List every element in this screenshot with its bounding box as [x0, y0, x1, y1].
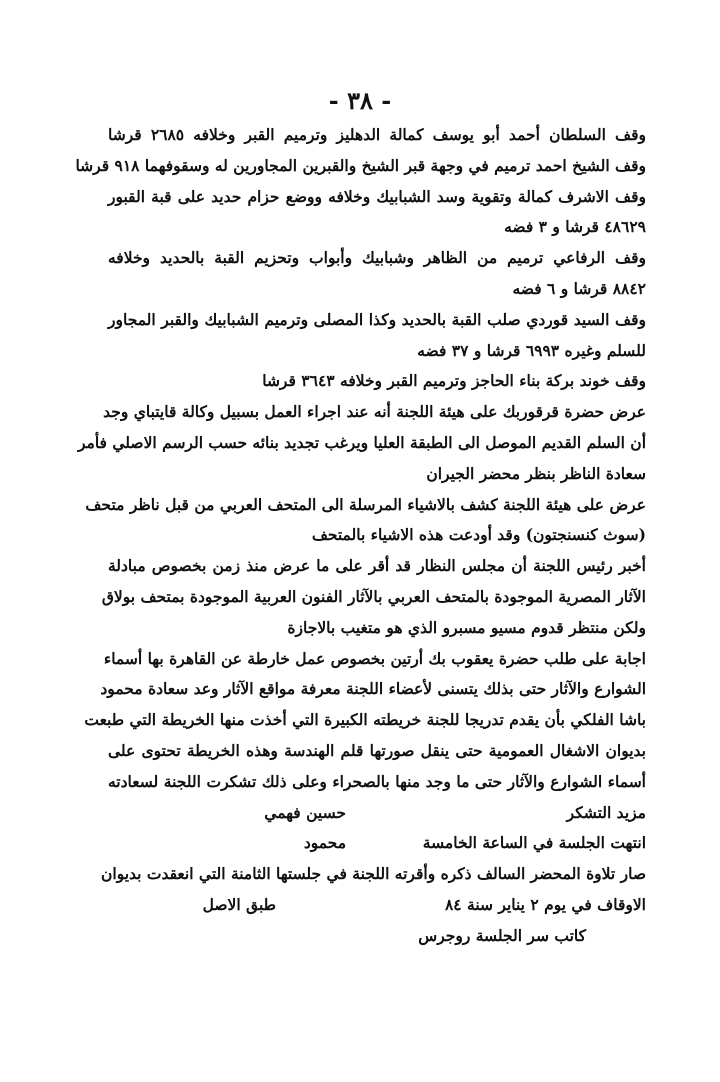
text-line: ٨٨٤٢ قرشا و ٦ فضه [512, 278, 646, 298]
closing-line: الاوقاف في يوم ٢ يناير سنة ٨٤ [444, 894, 646, 914]
text-line: وقف السلطان أحمد أبو يوسف كمالة الدهليز وترميم القبر وخلافه ٢٦٨٥ قرشا [108, 125, 646, 144]
closing-line: صار تلاوة المحضر السالف ذكره وأقرته اللجنة في جلستها الثامنة التي انعقدت بديوان [101, 864, 646, 884]
text-line: ولكن منتظر قدوم مسيو مسبرو الذي هو متغيب بالاجازة [287, 617, 646, 637]
text-line: أخبر رئيس اللجنة أن مجلس النظار قد أقر على ما عرض منذ زمن بخصوص مبادلة [108, 556, 646, 576]
secretary-signature: كاتب سر الجلسة روجرس [418, 925, 586, 945]
session-end-note: انتهت الجلسة في الساعة الخامسة [422, 833, 646, 853]
text-line: (سوث كنسنجتون) وقد أودعت هذه الاشياء بالمتحف [311, 525, 646, 545]
text-line: وقف الاشرف كمالة وتقوية وسد الشبابيك وخلافه ووضع حزام حديد على قبة القبور [108, 186, 646, 206]
text-line: مزيد التشكر [566, 802, 646, 822]
signature-name-1: حسين فهمي [264, 802, 346, 822]
text-line: باشا الفلكي بأن يقدم تدريجا للجنة خريطته الكبيرة التي أخذت منها الخريطة التي طبعت [84, 710, 646, 730]
text-line: وقف الرفاعي ترميم من الظاهر وشبابيك وأبواب وتحزيم القبة بالحديد وخلافه [108, 248, 646, 268]
page-number: - ٣٨ - [328, 86, 392, 115]
text-line: اجابة على طلب حضرة يعقوب بك أرتين بخصوص عمل خارطة عن القاهرة بها أسماء [103, 648, 646, 668]
signature-row [108, 828, 646, 859]
signature-name-2: محمود [303, 833, 346, 853]
text-line: وقف السيد قوردي صلب القبة بالحديد وكذا المصلى وترميم الشبابيك والقبر المجاور [108, 309, 646, 329]
text-line: بديوان الاشغال العمومية حتى ينقل صورتها قلم الهندسة وهذه الخريطة تحتوى على [108, 740, 646, 760]
text-line: أسماء الشوارع والآثار حتى ما وجد منها بالصحراء وعلى ذلك تشكرت اللجنة لسعادته [108, 771, 646, 791]
closing-row [108, 890, 646, 921]
text-line: وقف الشيخ احمد ترميم في وجهة قبر الشيخ والقبرين المجاورين له وسقوفهما ٩١٨ قرشا [75, 155, 646, 175]
text-line: عرض حضرة قرقوربك على هيئة اللجنة أنه عند اجراء العمل بسبيل وكالة قايتباي وجد [103, 402, 646, 422]
text-line: للسلم وغيره ٦٩٩٣ قرشا و ٣٧ فضه [417, 340, 646, 360]
text-line: الشوارع والآثار حتى بذلك يتسنى لأعضاء اللجنة معرفة مواقع الآثار وعد سعادة محمود [100, 679, 646, 699]
text-line: أن السلم القديم الموصل الى الطبقة العليا ويرغب تجديد بنائه حسب الرسم الاصلي فأمر [77, 432, 646, 452]
certified-copy-note: طبق الاصل [202, 894, 276, 914]
text-line: ٤٨٦٢٩ قرشا و ٣ فضه [504, 217, 646, 237]
text-line: عرض على هيئة اللجنة كشف بالاشياء المرسلة الى المتحف العربي من قبل ناظر متحف [85, 494, 646, 514]
minutes-text [75, 120, 646, 952]
text-line: الآثار المصرية الموجودة بالمتحف العربي بالآثار الفنون العربية الموجودة بمتحف بولاق [101, 586, 646, 606]
signature-row [108, 798, 646, 829]
text-line: سعادة الناظر بنظر محضر الجيران [426, 463, 646, 483]
text-line: وقف خوند بركة بناء الحاجز وترميم القبر وخلافه ٣٦٤٣ قرشا [262, 371, 646, 391]
